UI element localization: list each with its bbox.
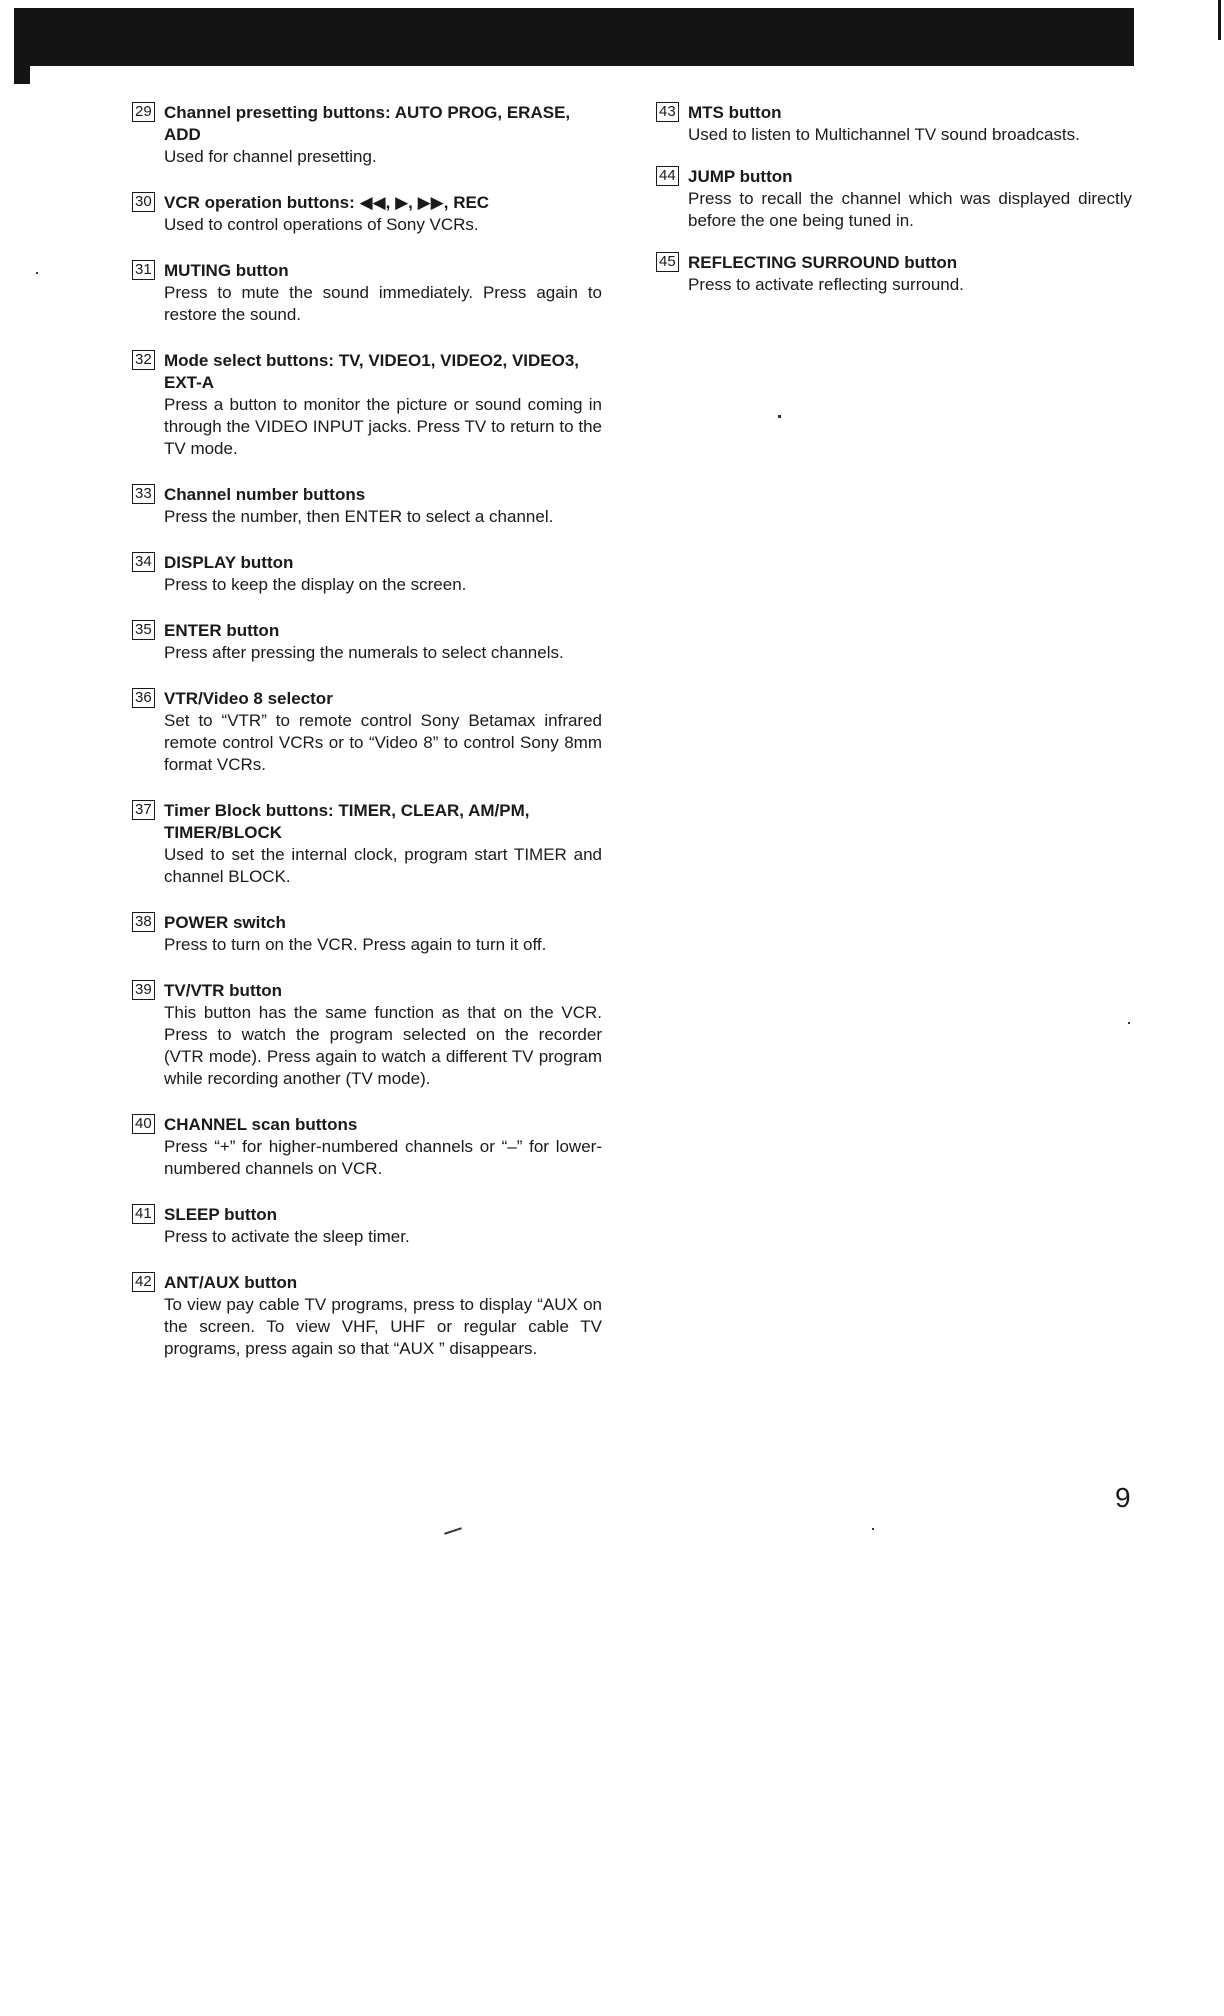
scan-speck xyxy=(1128,1022,1130,1024)
entry-number: 37 xyxy=(132,800,155,820)
header-bar xyxy=(14,8,1134,66)
entry-37 xyxy=(132,800,602,888)
entry-title: POWER switch xyxy=(164,913,286,932)
edge-mark xyxy=(1218,0,1221,40)
entry-number: 44 xyxy=(656,166,679,186)
entry-description: Press the number, then ENTER to select a channel. xyxy=(164,507,554,526)
entry-number: 30 xyxy=(132,192,155,212)
entry-title: Channel number buttons xyxy=(164,485,366,504)
entry-number: 31 xyxy=(132,260,155,280)
entry-number: 41 xyxy=(132,1204,155,1224)
entry-32 xyxy=(132,350,602,460)
left-column xyxy=(132,102,602,1360)
entry-title: REFLECTING SURROUND button xyxy=(688,253,958,272)
entry-number: 45 xyxy=(656,252,679,272)
entry-description: Press after pressing the numerals to select channels. xyxy=(164,643,564,662)
entry-45 xyxy=(656,252,1132,296)
entry-38 xyxy=(132,912,602,956)
entry-number: 40 xyxy=(132,1114,155,1134)
entry-29 xyxy=(132,102,602,168)
entry-description: Press a button to monitor the picture or sound coming in through the VIDEO INPUT jacks. Press TV to return to the TV mode. xyxy=(164,395,602,458)
entry-31 xyxy=(132,260,602,326)
entry-42 xyxy=(132,1272,602,1360)
entry-number: 39 xyxy=(132,980,155,1000)
entry-description: Press to activate the sleep timer. xyxy=(164,1227,410,1246)
entry-description: To view pay cable TV programs, press to display “AUX on the screen. To view VHF, UHF or regular cable TV programs, press again so that “AUX ” disappears. xyxy=(164,1295,602,1358)
scan-speck xyxy=(778,415,781,418)
entry-title: TV/VTR button xyxy=(164,981,283,1000)
entry-description: Press “+” for higher-numbered channels or “–” for lower-numbered channels on VCR. xyxy=(164,1137,602,1178)
entry-description: Press to turn on the VCR. Press again to turn it off. xyxy=(164,935,547,954)
entry-34 xyxy=(132,552,602,596)
scan-speck xyxy=(444,1527,462,1534)
entry-41 xyxy=(132,1204,602,1248)
entry-number: 36 xyxy=(132,688,155,708)
entry-39 xyxy=(132,980,602,1090)
entry-number: 32 xyxy=(132,350,155,370)
right-column xyxy=(656,102,1132,296)
entry-description: Set to “VTR” to remote control Sony Betamax infrared remote control VCRs or to “Video 8” to control Sony 8mm format VCRs. xyxy=(164,711,602,774)
header-bar-tick xyxy=(14,62,30,84)
entry-title: Channel presetting buttons: AUTO PROG, ERASE, ADD xyxy=(164,103,571,144)
entry-number: 29 xyxy=(132,102,155,122)
entry-description: Used to set the internal clock, program start TIMER and channel BLOCK. xyxy=(164,845,602,886)
scan-speck xyxy=(36,272,38,274)
entry-title: Timer Block buttons: TIMER, CLEAR, AM/PM, TIMER/BLOCK xyxy=(164,801,530,842)
entry-title: JUMP button xyxy=(688,167,793,186)
entry-title: MTS button xyxy=(688,103,782,122)
entry-title: MUTING button xyxy=(164,261,289,280)
entry-title: VCR operation buttons: ◀◀, ▶, ▶▶, REC xyxy=(164,193,490,212)
entry-title: DISPLAY button xyxy=(164,553,294,572)
entry-35 xyxy=(132,620,602,664)
entry-title: CHANNEL scan buttons xyxy=(164,1115,358,1134)
page-number: 9 xyxy=(1115,1482,1131,1513)
entry-description: This button has the same function as that on the VCR. Press to watch the program selected on the recorder (VTR mode). Press again to watch a different TV program while recording another (TV mode). xyxy=(164,1003,602,1088)
entry-description: Press to keep the display on the screen. xyxy=(164,575,467,594)
entry-title: ANT/AUX button xyxy=(164,1273,298,1292)
entry-number: 33 xyxy=(132,484,155,504)
entry-description: Used for channel presetting. xyxy=(164,147,377,166)
entry-44 xyxy=(656,166,1132,232)
entry-36 xyxy=(132,688,602,776)
entry-number: 35 xyxy=(132,620,155,640)
entry-title: VTR/Video 8 selector xyxy=(164,689,333,708)
entry-title: Mode select buttons: TV, VIDEO1, VIDEO2, VIDEO3, EXT-A xyxy=(164,351,580,392)
entry-30 xyxy=(132,192,602,236)
entry-number: 34 xyxy=(132,552,155,572)
entry-number: 38 xyxy=(132,912,155,932)
entry-43 xyxy=(656,102,1132,146)
entry-title: ENTER button xyxy=(164,621,280,640)
entry-33 xyxy=(132,484,602,528)
entry-40 xyxy=(132,1114,602,1180)
scan-speck xyxy=(872,1528,874,1530)
entry-description: Used to control operations of Sony VCRs. xyxy=(164,215,479,234)
entry-description: Press to mute the sound immediately. Press again to restore the sound. xyxy=(164,283,602,324)
entry-description: Press to recall the channel which was displayed directly before the one being tuned in. xyxy=(688,189,1132,230)
entry-title: SLEEP button xyxy=(164,1205,278,1224)
entry-description: Press to activate reflecting surround. xyxy=(688,275,964,294)
entry-description: Used to listen to Multichannel TV sound broadcasts. xyxy=(688,125,1080,144)
entry-number: 43 xyxy=(656,102,679,122)
entry-number: 42 xyxy=(132,1272,155,1292)
